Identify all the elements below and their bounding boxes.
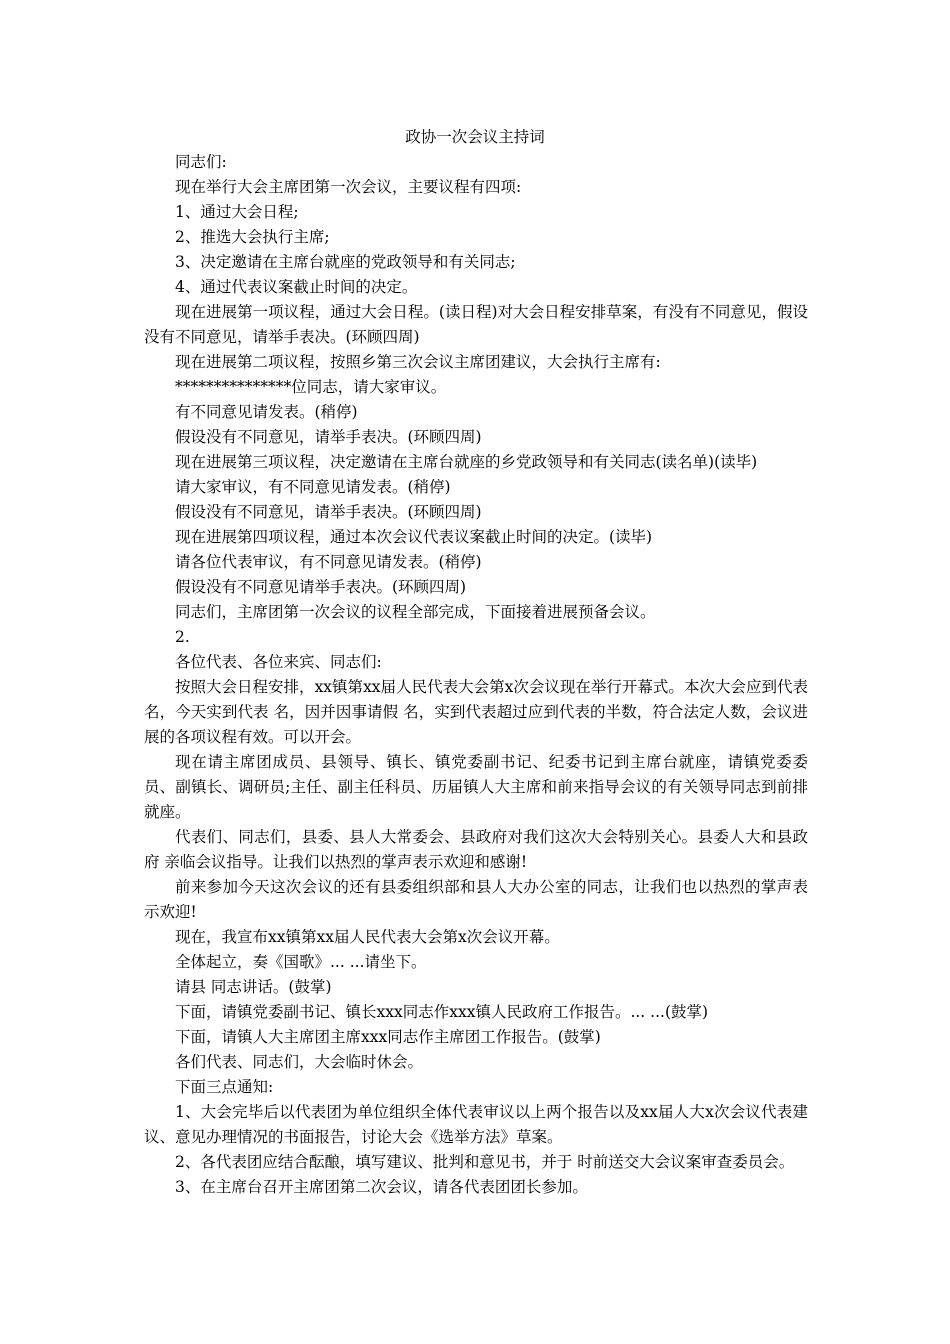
paragraph: 请大家审议，有不同意见请发表。(稍停) [175,478,451,496]
paragraph: 1、大会完毕后以代表团为单位组织全体代表审议以上两个报告以及xx届人大x次会议代表建议、意见办理情况的书面报告，讨论大会《选举方法》草案。 [144,1103,808,1146]
paragraph: 请县 同志讲话。(鼓掌) [175,978,332,996]
paragraph: 下面，请镇人大主席团主席xxx同志作主席团工作报告。(鼓掌) [175,1028,601,1046]
document-title: 政协一次会议主持词 [405,128,545,146]
document-body [144,150,808,1200]
paragraph: 2、推选大会执行主席; [175,228,330,246]
paragraph: 3、在主席台召开主席团第二次会议，请各代表团团长参加。 [175,1178,588,1196]
paragraph: 现在，我宣布xx镇第xx届人民代表大会第x次会议开幕。 [175,928,560,946]
paragraph: 各位代表、各位来宾、同志们: [175,653,382,671]
paragraph: 全体起立，奏《国歌》... ...请坐下。 [175,953,427,971]
paragraph: 同志们: [175,153,227,171]
paragraph: 假设没有不同意见请举手表决。(环顾四周) [175,578,467,596]
paragraph: 3、决定邀请在主席台就座的党政领导和有关同志; [175,253,516,271]
paragraph: 假设没有不同意见，请举手表决。(环顾四周) [175,428,482,446]
paragraph: 代表们、同志们，县委、县人大常委会、县政府对我们这次大会特别关心。县委人大和县政府 亲临会议指导。让我们以热烈的掌声表示欢迎和感谢! [144,828,808,871]
paragraph: 按照大会日程安排，xx镇第xx届人民代表大会第x次会议现在举行开幕式。本次大会应到代表 名，今天实到代表 名，因并因事请假 名，实到代表超过应到代表的半数，符合法定人数，会议进展的各项议程有效。可以开会。 [144,678,808,746]
paragraph: 现在举行大会主席团第一次会议，主要议程有四项: [175,178,522,196]
paragraph: 现在进展第三项议程，决定邀请在主席台就座的乡党政领导和有关同志(读名单)(读毕) [175,453,758,471]
paragraph: 有不同意见请发表。(稍停) [175,403,358,421]
paragraph: 4、通过代表议案截止时间的决定。 [175,278,418,296]
paragraph: 下面，请镇党委副书记、镇长xxx同志作xxx镇人民政府工作报告。... ...(鼓掌) [175,1003,709,1021]
paragraph: 现在请主席团成员、县领导、镇长、镇党委副书记、纪委书记到主席台就座，请镇党委委员、副镇长、调研员;主任、副主任科员、历届镇人大主席和前来指导会议的有关领导同志到前排就座。 [144,753,808,821]
paragraph: 请各位代表审议，有不同意见请发表。(稍停) [175,553,482,571]
paragraph: ***************位同志，请大家审议。 [175,378,447,396]
paragraph: 现在进展第二项议程，按照乡第三次会议主席团建议，大会执行主席有: [175,353,661,371]
paragraph: 前来参加今天这次会议的还有县委组织部和县人大办公室的同志，让我们也以热烈的掌声表示欢迎! [144,878,808,921]
paragraph: 现在进展第四项议程，通过本次会议代表议案截止时间的决定。(读毕) [175,528,653,546]
paragraph: 各们代表、同志们，大会临时休会。 [175,1053,424,1071]
paragraph: 2. [175,628,190,646]
paragraph: 假设没有不同意见，请举手表决。(环顾四周) [175,503,482,521]
paragraph: 现在进展第一项议程，通过大会日程。(读日程)对大会日程安排草案，有没有不同意见，假设没有不同意见，请举手表决。(环顾四周) [144,303,808,346]
paragraph: 同志们，主席团第一次会议的议程全部完成，下面接着进展预备会议。 [175,603,656,621]
paragraph: 1、通过大会日程; [175,203,299,221]
paragraph: 下面三点通知: [175,1078,274,1096]
paragraph: 2、各代表团应结合酝酿，填写建议、批判和意见书，并于 时前送交大会议案审查委员会。 [175,1153,795,1171]
